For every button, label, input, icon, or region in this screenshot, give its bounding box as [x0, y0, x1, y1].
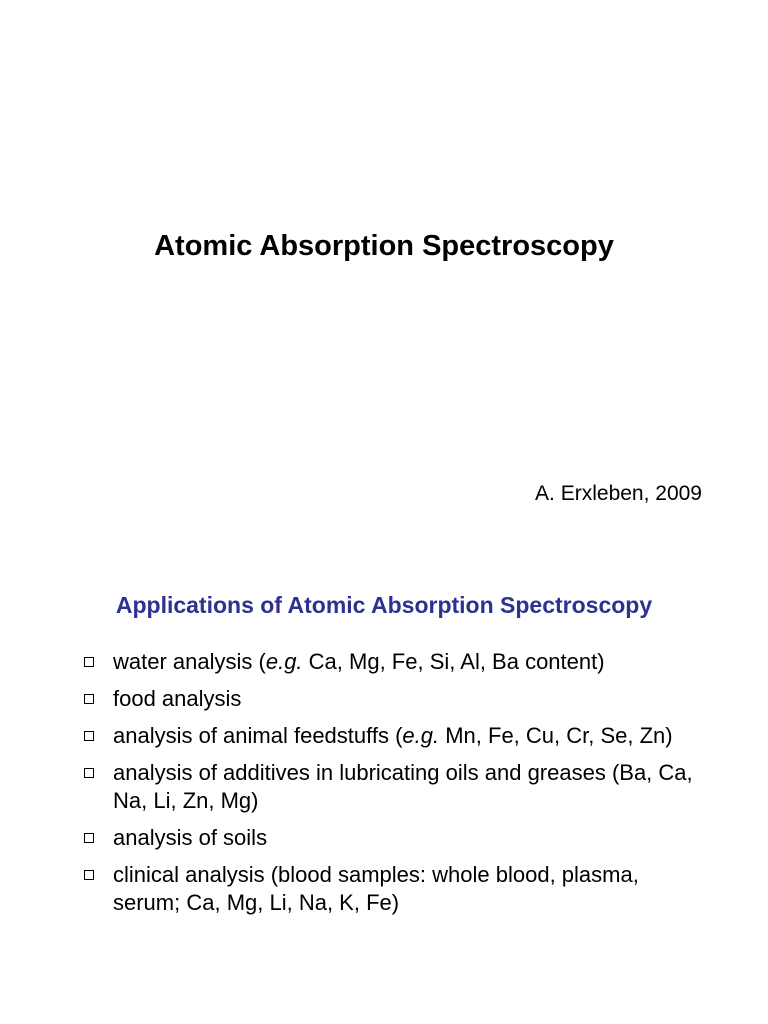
hollow-square-bullet-icon [84, 694, 94, 704]
list-item [84, 722, 704, 750]
item-emphasis: e.g. [265, 649, 303, 674]
hollow-square-bullet-icon [84, 870, 94, 880]
applications-list [84, 648, 704, 926]
section-heading: Applications of Atomic Absorption Spectroscopy [115, 592, 653, 618]
hollow-square-bullet-icon [84, 731, 94, 741]
list-item [84, 759, 704, 815]
hollow-square-bullet-icon [84, 833, 94, 843]
list-item [84, 861, 704, 917]
list-item [84, 648, 704, 676]
slide-title: Atomic Absorption Spectroscopy [154, 230, 614, 262]
author-credit: A. Erxleben, 2009 [535, 482, 702, 505]
item-emphasis: e.g. [402, 723, 440, 748]
item-text-continued: Mn, Fe, Cu, Cr, Se, Zn) [439, 723, 673, 748]
item-text: analysis of animal feedstuffs ( [113, 723, 403, 748]
item-text: water analysis ( [113, 649, 266, 674]
item-text-continued: Ca, Mg, Fe, Si, Al, Ba content) [302, 649, 605, 674]
list-item [84, 824, 704, 852]
item-text: analysis of additives in lubricating oils and greases (Ba, Ca, Na, Li, Zn, Mg) [113, 760, 693, 813]
hollow-square-bullet-icon [84, 657, 94, 667]
item-text: food analysis [113, 686, 242, 711]
hollow-square-bullet-icon [84, 768, 94, 778]
item-text: analysis of soils [113, 825, 268, 850]
item-text: clinical analysis (blood samples: whole blood, plasma, serum; Ca, Mg, Li, Na, K, Fe) [113, 862, 639, 915]
list-item [84, 685, 704, 713]
